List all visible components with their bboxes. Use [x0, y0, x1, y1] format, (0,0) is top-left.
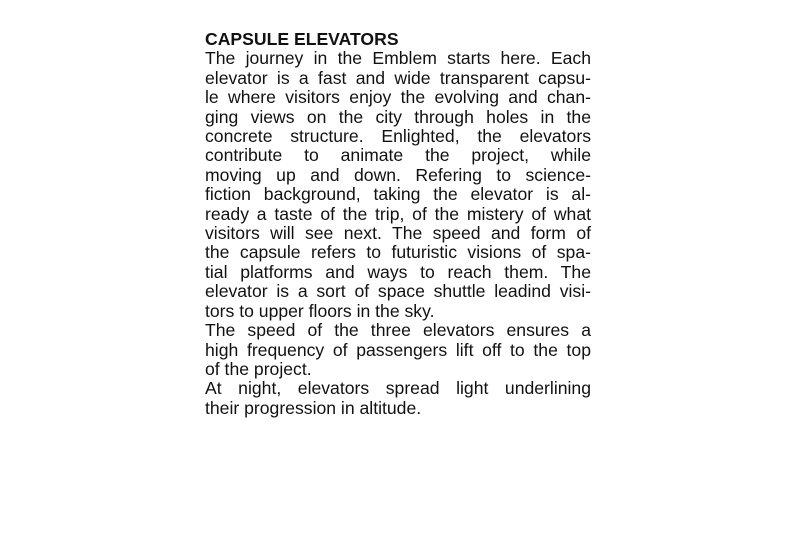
text-line: elevator is a fast and wide transparent capsu- [205, 67, 591, 88]
text-line: The speed of the three elevators ensures a [205, 320, 591, 341]
text-line: their progression in altitude. [205, 397, 422, 418]
paragraph-1 [205, 49, 591, 321]
text-line: contribute to animate the project, while [205, 145, 591, 166]
paragraph-2 [205, 321, 591, 379]
text-line: concrete structure. Enlighted, the elevators [205, 126, 591, 147]
text-line: high frequency of passengers lift off to the top [205, 339, 591, 360]
text-line: ging views on the city through holes in the [205, 106, 591, 127]
text-line: elevator is a sort of space shuttle leadind visi- [205, 281, 591, 302]
text-line: tors to upper floors in the sky. [205, 300, 435, 321]
document-body [205, 30, 591, 418]
paragraph-3 [205, 379, 591, 418]
text-line: of the project. [205, 358, 312, 379]
text-line: At night, elevators spread light underlining [205, 378, 591, 399]
text-line: the capsule refers to futuristic visions of spa- [205, 242, 591, 263]
text-line: le where visitors enjoy the evolving and chan- [205, 87, 591, 108]
document-heading: CAPSULE ELEVATORS [205, 29, 399, 49]
text-line: fiction background, taking the elevator is al- [205, 184, 591, 205]
text-line: tial platforms and ways to reach them. The [205, 261, 591, 282]
text-line: ready a taste of the trip, of the mistery of what [205, 203, 591, 224]
text-line: moving up and down. Refering to science- [205, 164, 591, 185]
text-line: visitors will see next. The speed and form of [205, 223, 591, 244]
text-line: The journey in the Emblem starts here. Each [205, 48, 591, 69]
